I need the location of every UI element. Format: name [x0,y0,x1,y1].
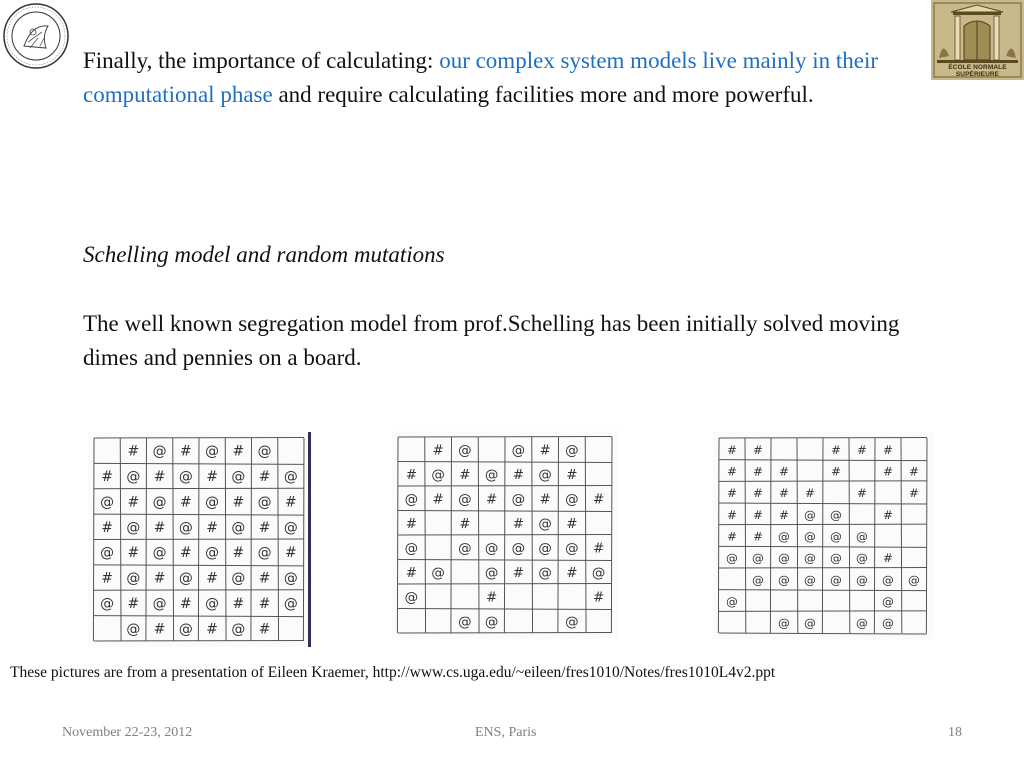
dime-token: @ [538,515,552,532]
penny-token: # [258,519,271,536]
dime-token: @ [100,595,115,612]
penny-token: # [779,486,789,501]
penny-token: # [127,595,140,612]
intro-text-part3: and require calculating facilities more and more powerful. [272,82,814,107]
dime-token: @ [126,469,141,486]
dime-token: @ [882,616,894,631]
dime-token: @ [882,572,894,587]
penny-token: # [153,621,166,638]
footer-venue: ENS, Paris [475,725,537,740]
penny-token: # [180,443,192,460]
dime-token: @ [511,491,526,508]
penny-token: # [127,443,140,460]
dime-token: @ [565,491,579,508]
penny-token: # [101,469,113,486]
dime-token: @ [126,621,141,638]
penny-token: # [566,466,578,483]
dime-token: @ [778,616,790,631]
penny-token: # [232,443,245,460]
board-grid-line [120,438,121,641]
penny-token: # [753,507,763,522]
board-grid-line [478,437,479,633]
penny-token: # [232,494,245,511]
dime-token: @ [830,572,842,587]
board-grid-line [849,438,850,633]
board-grid-line [532,437,533,633]
dime-token: @ [752,572,764,587]
dime-token: @ [565,540,579,557]
schelling-board-3 [713,432,933,639]
penny-token: # [485,589,498,606]
penny-token: # [206,519,218,536]
dime-token: @ [431,466,445,483]
penny-token: # [883,464,893,479]
dime-token: @ [178,469,193,486]
board-grid-line [874,438,875,633]
penny-token: # [232,545,245,562]
dime-token: @ [100,494,115,511]
dime-token: @ [404,540,419,557]
board-grid-line [225,438,226,641]
image-caption: These pictures are from a presentation of Eileen Kraemer, http://www.cs.uga.edu/~eileen/fres1010/Notes/fres1010L4v2.ppt [10,664,776,681]
penny-token: # [805,486,815,501]
dime-token: @ [231,570,246,587]
dime-token: @ [126,519,141,536]
board-grid-line [504,437,505,633]
board-grid-line [94,616,304,617]
intro-paragraph [83,44,953,112]
dime-token: @ [484,466,499,483]
penny-token: # [883,507,893,522]
dime-token: @ [830,507,842,522]
penny-token: # [727,464,737,479]
board-grid-line [797,438,798,633]
penny-token: # [753,529,763,544]
board-grid-line [94,438,304,439]
board-grid-line [398,437,612,438]
penny-token: # [432,491,444,508]
board-grid-line [173,438,174,641]
board-grid-line [719,611,927,612]
penny-token: # [753,464,763,479]
dime-token: @ [882,594,894,609]
board-grid-line [822,438,823,633]
dime-token: @ [484,613,499,630]
penny-token: # [153,469,166,486]
dime-token: @ [205,545,220,562]
penny-token: # [405,564,418,581]
dime-token: @ [205,443,220,460]
schelling-board-2 [392,431,618,639]
board-grid-line [198,438,199,641]
penny-token: # [883,551,893,566]
penny-token: # [727,442,737,457]
board-grid-line [901,438,902,633]
penny-token: # [101,570,113,587]
dime-token: @ [205,494,220,511]
board-grid-line [94,641,304,642]
dime-token: @ [804,572,816,587]
penny-token: # [485,491,498,508]
penny-token: # [592,589,605,606]
penny-token: # [405,515,418,532]
penny-token: # [592,491,605,508]
dime-token: @ [404,491,419,508]
dime-token: @ [458,540,472,557]
dime-token: @ [458,613,472,630]
dime-token: @ [778,572,790,587]
board-grid-line [425,437,426,633]
dime-token: @ [726,551,738,566]
footer-date: November 22-23, 2012 [62,725,193,740]
penny-token: # [258,621,271,638]
dime-token: @ [404,589,419,606]
board-grid-line [770,438,771,633]
dime-token: @ [178,519,193,536]
dime-token: @ [538,466,552,483]
penny-token: # [432,442,444,459]
dime-token: @ [511,540,526,557]
dime-token: @ [804,551,816,566]
penny-token: # [727,529,737,544]
dime-token: @ [178,570,193,587]
section-title: Schelling model and random mutations [83,242,445,267]
dime-token: @ [178,621,193,638]
footer-page-number: 18 [948,725,962,740]
penny-token: # [101,519,113,536]
board-grid-line [745,438,746,633]
penny-token: # [779,507,789,522]
penny-token: # [857,442,867,457]
dime-token: @ [484,540,499,557]
board-grid-line [398,609,612,610]
penny-token: # [206,621,218,638]
dime-token: @ [152,545,167,562]
dime-token: @ [231,621,246,638]
dime-token: @ [778,529,790,544]
dime-token: @ [856,616,868,631]
penny-token: # [206,570,218,587]
board-grid-line [718,438,719,633]
penny-token: # [153,519,166,536]
dime-token: @ [565,442,579,459]
board-grid-line [719,633,927,634]
dime-token: @ [908,572,920,587]
penny-token: # [831,464,841,479]
penny-token: # [779,464,789,479]
dime-token: @ [538,540,552,557]
intro-text-part1: Finally, the importance of calculating: [83,48,440,73]
dime-token: @ [283,595,298,612]
dime-token: @ [231,519,246,536]
schelling-board-1 [88,432,312,647]
penny-token: # [909,464,919,479]
dime-token: @ [856,529,868,544]
penny-token: # [539,491,551,508]
penny-token: # [258,595,271,612]
penny-token: # [909,486,919,501]
dime-token: @ [283,570,298,587]
penny-token: # [566,564,578,581]
dime-token: @ [804,507,816,522]
body-paragraph: The well known segregation model from prof.Schelling has been initially solved moving dimes and pennies on a board. [83,311,900,370]
penny-token: # [258,469,271,486]
penny-token: # [232,595,245,612]
dime-token: @ [484,564,499,581]
board-grid-line [398,633,612,634]
dime-token: @ [257,545,272,562]
dime-token: @ [752,551,764,566]
board-grid-line [926,438,927,633]
penny-token: # [566,515,578,532]
ens-logo-text: ÉCOLE NORMALE SUPÉRIEURE [948,64,1007,78]
dime-token: @ [231,469,246,486]
dime-token: @ [283,519,298,536]
dime-token: @ [152,494,167,511]
dime-token: @ [283,469,298,486]
penny-token: # [857,486,867,501]
dime-token: @ [431,564,445,581]
board-grid-line [558,437,559,633]
dime-token: @ [538,564,552,581]
penny-token: # [180,545,192,562]
dime-token: @ [152,443,167,460]
penny-token: # [459,515,471,532]
penny-token: # [153,570,166,587]
penny-token: # [285,545,297,562]
board-grid-line [251,438,252,641]
board-grid-line [146,438,147,641]
penny-token: # [206,469,218,486]
board-grid-line [303,438,304,641]
dime-token: @ [205,595,220,612]
university-seal-logo [2,2,70,70]
dime-token: @ [778,551,790,566]
penny-token: # [127,545,140,562]
dime-token: @ [257,443,272,460]
penny-token: # [727,507,737,522]
board-edge [308,432,311,647]
dime-token: @ [856,572,868,587]
penny-token: # [727,486,737,501]
board-grid-line [611,437,612,633]
penny-token: # [180,494,192,511]
dime-token: @ [100,545,115,562]
board-grid-line [451,437,452,633]
penny-token: # [180,595,192,612]
dime-token: @ [856,551,868,566]
board-grid-line [93,438,94,641]
dime-token: @ [726,594,738,609]
penny-token: # [512,515,525,532]
penny-token: # [831,442,841,457]
dime-token: @ [152,595,167,612]
penny-token: # [285,494,297,511]
dime-token: @ [458,442,472,459]
intro-highlight: our complex system models live mainly in their computational phase [83,48,879,107]
dime-token: @ [257,494,272,511]
penny-token: # [512,466,525,483]
penny-token: # [127,494,140,511]
dime-token: @ [565,613,579,630]
penny-token: # [883,442,893,457]
dime-token: @ [511,442,526,459]
penny-token: # [753,486,763,501]
penny-token: # [539,442,551,459]
penny-token: # [512,564,525,581]
dime-token: @ [591,564,606,581]
dime-token: @ [804,616,816,631]
penny-token: # [405,466,418,483]
dime-token: @ [804,529,816,544]
penny-token: # [753,442,763,457]
penny-token: # [258,570,271,587]
penny-token: # [459,466,471,483]
dime-token: @ [830,529,842,544]
board-grid-line [397,437,398,633]
dime-token: @ [458,491,472,508]
dime-token: @ [830,551,842,566]
board-grid-line [719,438,927,439]
dime-token: @ [126,570,141,587]
board-grid-line [278,438,279,641]
penny-token: # [592,540,605,557]
board-grid-line [585,437,586,633]
